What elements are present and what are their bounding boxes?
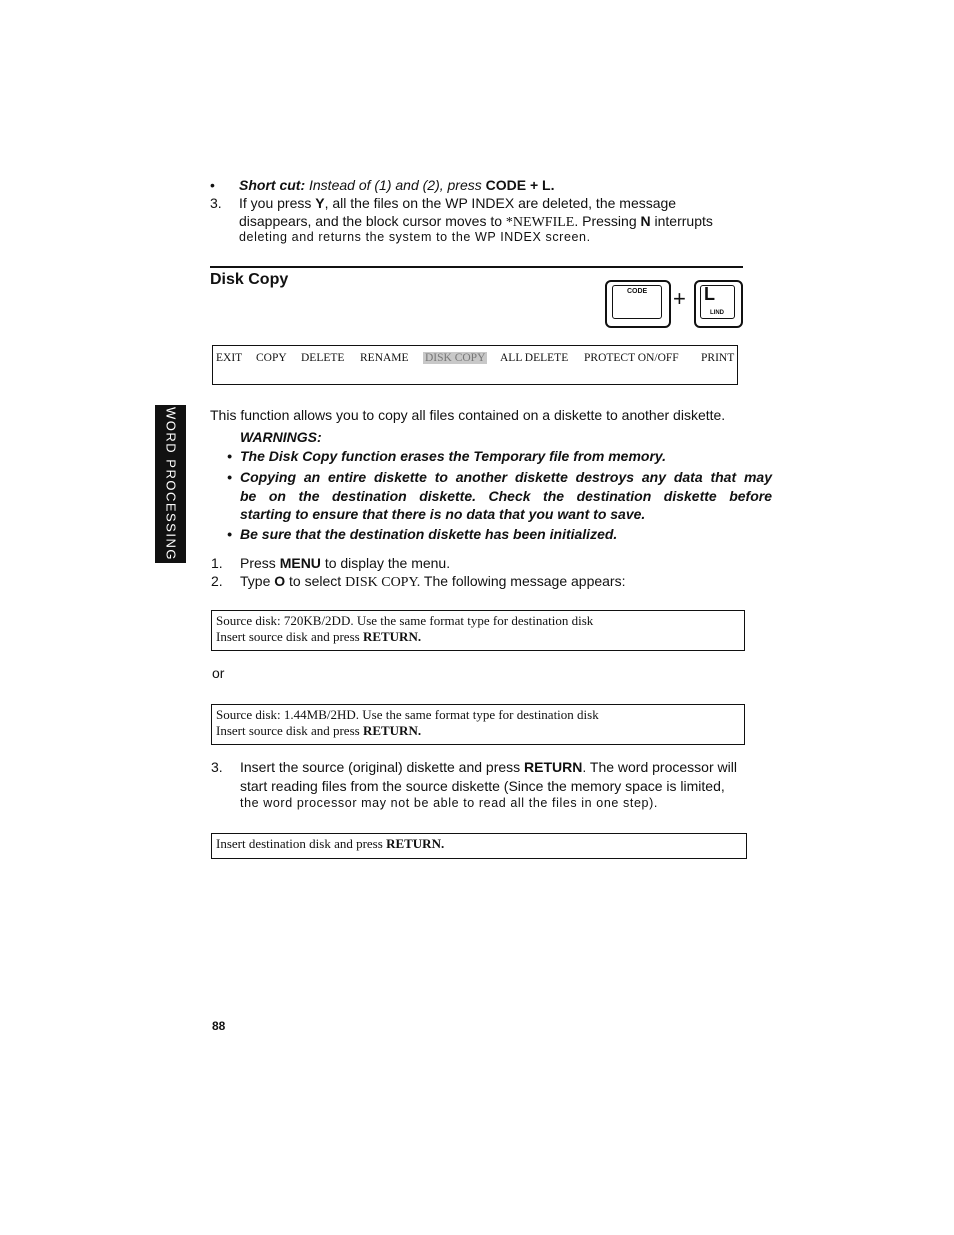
menu-item-delete[interactable]: DELETE <box>301 352 345 364</box>
menu-key: MENU <box>279 555 321 571</box>
menu-item-all-delete[interactable]: ALL DELETE <box>500 352 569 364</box>
step2-text <box>240 572 625 592</box>
box3-return-key: RETURN. <box>386 836 445 851</box>
item3-line1-a: If you press <box>239 195 312 211</box>
item3-key-n: N <box>640 213 651 229</box>
step1-b: to display the menu. <box>324 555 451 571</box>
message-box-destination <box>211 833 747 859</box>
warning1: The Disk Copy function erases the Temporary file from memory. <box>240 448 667 464</box>
step2-number: 2. <box>211 573 223 589</box>
box1-line2-a: Insert source disk and press <box>216 629 360 644</box>
step3-line1-b: . The word processor will <box>582 759 737 775</box>
o-key: O <box>274 573 286 589</box>
or-text: or <box>212 665 225 681</box>
item3-line2-c: interrupts <box>654 213 713 229</box>
step1-text <box>240 554 450 572</box>
step3-line1 <box>240 758 737 776</box>
box3-a: Insert destination disk and press <box>216 836 383 851</box>
section-title: Disk Copy <box>210 271 289 288</box>
menu-item-copy[interactable]: COPY <box>256 352 287 364</box>
item3-line2 <box>239 212 713 232</box>
step3-return-key: RETURN <box>524 759 583 775</box>
l-key-sublabel: LIND <box>710 310 724 316</box>
warning2-line1: Copying an entire diskette to another diskette destroys any data that may <box>240 469 772 485</box>
code-key-icon <box>605 280 671 328</box>
step1-a: Press <box>240 555 276 571</box>
box2-line1: Source disk: 1.44MB/2HD. Use the same format type for destination disk <box>216 707 599 722</box>
menu-item-disk-copy[interactable]: DISK COPY <box>425 352 486 364</box>
heading-rule <box>210 266 743 268</box>
step2-b: to select <box>289 573 342 589</box>
menu-item-rename[interactable]: RENAME <box>360 352 409 364</box>
box1-line2 <box>216 629 740 645</box>
side-tab <box>155 405 186 563</box>
step1-number: 1. <box>211 555 223 571</box>
message-box-720kb <box>211 610 745 651</box>
disk-copy-name: DISK COPY. <box>345 575 421 590</box>
item3-line1-b: , all the files on the WP INDEX are deleted, the message <box>324 195 677 211</box>
warning2-line3: starting to ensure that there is no data that you want to save. <box>240 506 646 522</box>
warnings-title: WARNINGS: <box>240 429 322 445</box>
plus-sign: + <box>673 286 686 311</box>
step3-line1-a: Insert the source (original) diskette and press <box>240 759 521 775</box>
box1-line1: Source disk: 720KB/2DD. Use the same format type for destination disk <box>216 613 594 628</box>
warning2-bullet: • <box>227 469 232 485</box>
intro-text: This function allows you to copy all files contained on a diskette to another diskette. <box>210 407 726 423</box>
step2-c: The following message appears: <box>423 573 626 589</box>
item3-line3: deleting and returns the system to the WP INDEX screen. <box>239 230 591 244</box>
menu-item-protect[interactable]: PROTECT ON/OFF <box>584 352 679 364</box>
shortcut-keys: CODE + L. <box>485 177 555 193</box>
shortcut-bullet: • <box>210 177 215 193</box>
message-box-144mb <box>211 704 745 745</box>
l-key-label: L <box>704 284 715 304</box>
warning1-bullet: • <box>227 448 232 464</box>
step3-line3: the word processor may not be able to read all the files in one step). <box>240 796 658 810</box>
step3-number: 3. <box>211 759 223 775</box>
warning3-bullet: • <box>227 526 232 542</box>
box2-line2-a: Insert source disk and press <box>216 723 360 738</box>
shortcut-label: Short cut: <box>239 177 306 193</box>
box2-return-key: RETURN. <box>362 723 422 738</box>
step2-a: Type <box>240 573 271 589</box>
shortcut-line <box>239 176 555 194</box>
item3-key-y: Y <box>315 195 325 211</box>
menu-item-print[interactable]: PRINT <box>701 352 735 364</box>
item3-line2-a: disappears, and the block cursor moves to <box>239 213 503 229</box>
item3-line1 <box>239 194 676 212</box>
newfile-name: *NEWFILE <box>505 215 575 230</box>
item3-number: 3. <box>210 195 222 211</box>
side-tab-label: WORD PROCESSING <box>163 407 178 561</box>
warning3: Be sure that the destination diskette has been initialized. <box>240 526 618 542</box>
l-key-icon <box>694 280 743 328</box>
box3-line <box>216 836 742 852</box>
step3-line2: start reading files from the source diskette (Since the memory space is limited, <box>240 778 725 794</box>
warning2-line2: be on the destination diskette. Check the destination diskette before <box>240 488 772 504</box>
menu-item-exit[interactable]: EXIT <box>216 352 243 364</box>
menu-bar <box>212 345 738 385</box>
shortcut-text: Instead of (1) and (2), press <box>309 177 482 193</box>
page-number: 88 <box>212 1019 226 1033</box>
code-key-label: CODE <box>627 288 648 295</box>
box2-line2 <box>216 723 740 739</box>
item3-line2-b: . Pressing <box>574 213 637 229</box>
box1-return-key: RETURN. <box>362 629 422 644</box>
